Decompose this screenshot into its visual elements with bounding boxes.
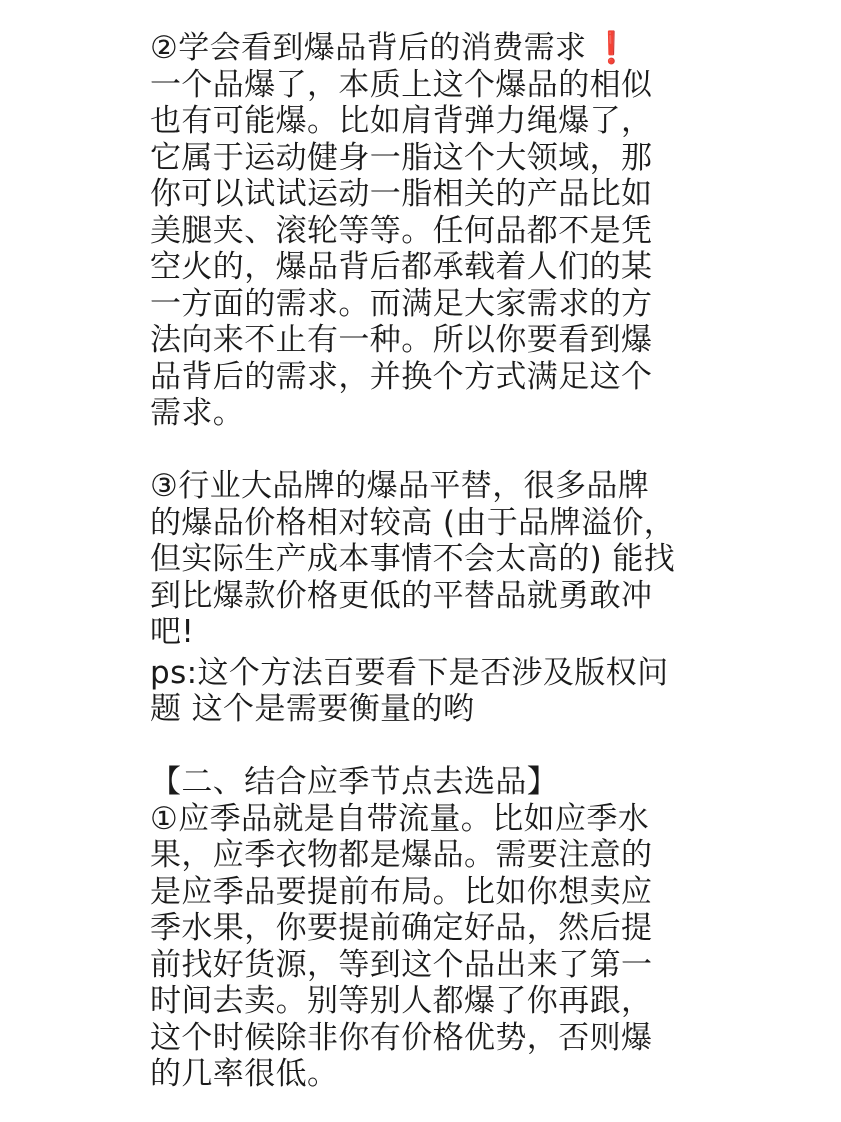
paragraph-line: 但实际生产成本事情不会太高的) 能找 — [150, 541, 676, 577]
part-2-heading: 【二、结合应季节点去选品】 — [150, 764, 559, 800]
paragraph-line: 也有可能爆。比如肩背弹力绳爆了， — [150, 103, 653, 139]
paragraph-line: 季水果，你要提前确定好品，然后提 — [150, 910, 653, 946]
paragraph-line: 吧! — [150, 614, 195, 650]
section-2-heading-text: ②学会看到爆品背后的消费需求 — [150, 30, 587, 66]
ps-note-line: 题 这个是需要衡量的哟 — [150, 691, 475, 727]
paragraph-line: 的几率很低。 — [150, 1056, 339, 1092]
exclamation-icon: ❗ — [592, 30, 632, 66]
paragraph-gap — [150, 728, 690, 765]
paragraph-line: 品背后的需求，并换个方式满足这个 — [150, 358, 653, 395]
paragraph-line: 的爆品价格相对较高 (由于品牌溢价， — [150, 504, 676, 541]
paragraph-gap — [150, 432, 690, 469]
paragraph-line: 是应季品要提前布局。比如你想卖应 — [150, 873, 653, 910]
paragraph-line: 它属于运动健身一脂这个大领域，那 — [150, 139, 653, 176]
paragraph-line: 到比爆款价格更低的平替品就勇敢冲 — [150, 577, 653, 614]
paragraph-line: 时间去卖。别等别人都爆了你再跟， — [150, 983, 653, 1019]
paragraph-line: ①应季品就是自带流量。比如应季水 — [150, 800, 650, 837]
paragraph-line: 美腿夹、滚轮等等。任何品都不是凭 — [150, 212, 653, 249]
paragraph-line: 一个品爆了，本质上这个爆品的相似 — [150, 66, 653, 103]
paragraph-line: 果，应季衣物都是爆品。需要注意的 — [150, 837, 653, 873]
paragraph-line: 需求。 — [150, 395, 245, 431]
paragraph-line: 这个时候除非你有价格优势，否则爆 — [150, 1019, 653, 1056]
paragraph-line: 一方面的需求。而满足大家需求的方 — [150, 285, 653, 322]
paragraph-line: 空火的，爆品背后都承载着人们的某 — [150, 249, 653, 285]
ps-note-line: ps:这个方法百要看下是否涉及版权问 — [150, 654, 669, 691]
section-3-line: ③行业大品牌的爆品平替，很多品牌 — [150, 468, 650, 504]
paragraph-line: 你可以试试运动一脂相关的产品比如 — [150, 176, 653, 212]
paragraph-line: 前找好货源，等到这个品出来了第一 — [150, 946, 653, 983]
section-2-heading — [150, 30, 690, 67]
paragraph-line: 法向来不止有一种。所以你要看到爆 — [150, 322, 653, 358]
article-body — [150, 30, 690, 1093]
